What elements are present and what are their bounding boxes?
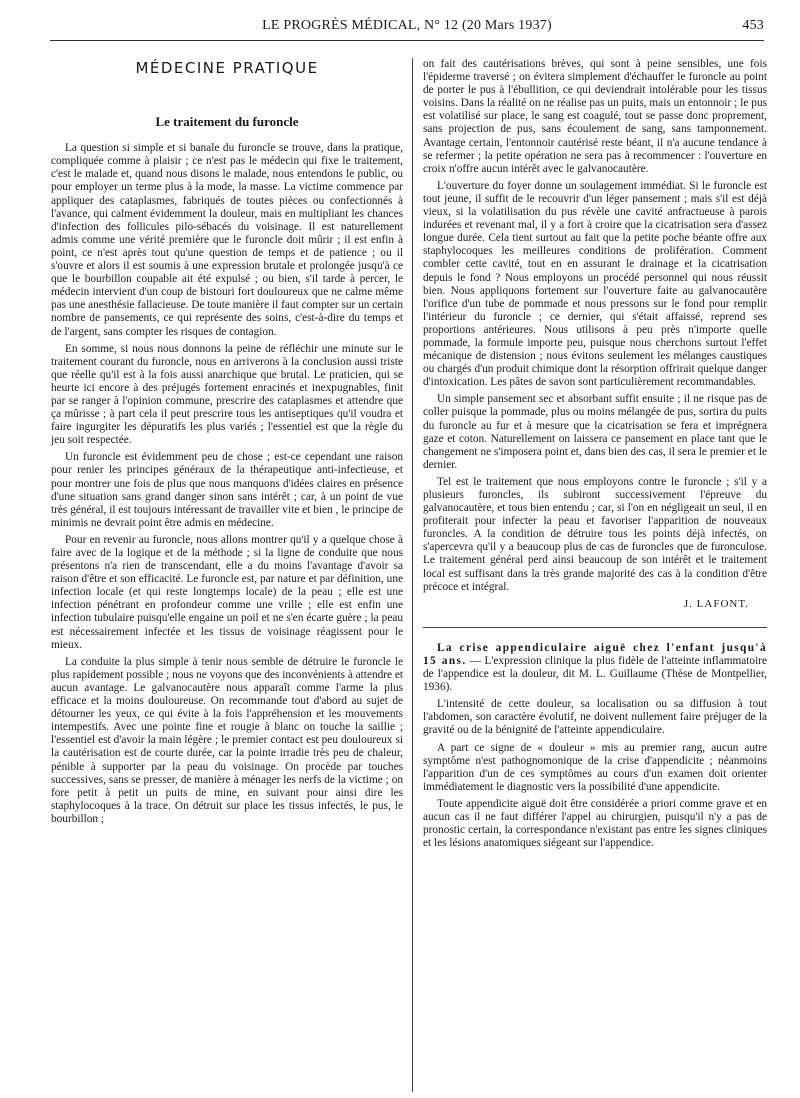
paragraph: Un furoncle est évidemment peu de chose ; est-ce cependant une raison pour renier les principes généraux de la thérapeutique anti-infectieuse, et pour montrer une fois de plus que nous manquons d'idées claires en présence d'une situation sans grand danger sinon sans intérêt ; car, à un point de vue très général, il est toujours intéressant de travailler vite et bien , le principe de minimis ne devrait point être admis en médecine. (51, 451, 403, 529)
page-number: 453 (742, 18, 764, 33)
paragraph (423, 642, 767, 694)
paragraph: Toute appendicite aiguë doit être considérée a priori comme grave et en aucun cas il ne faut différer l'appel au chirurgien, puisqu'il n'y a pas de pronostic certain, la correspondance n'existant pas entre les signes cliniques et les lésions anatomiques siégeant sur l'appendice. (423, 797, 767, 850)
paragraph: Tel est le traitement que nous employons contre le furoncle ; s'il y a plusieurs furoncles, ils subiront successivement l'épreuve du galvanocautère, et tous bien entendu ; car, si l'on en négligeait un seul, il en profiterait pour infecter la peau et favoriser l'apparition de nouveaux furoncles. A la condition de détruire tous les points déjà infectés, on s'apercevra qu'il y a beaucoup plus de cas de furoncles que de furonculose. Le traitement général perd ainsi beaucoup de son intérêt et le traitement local est suffisant dans la très grande majorité des cas à la condition d'être précoce et intégral. (423, 475, 767, 593)
journal-title: LE PROGRÈS MÉDICAL, N° 12 (20 Mars 1937) (262, 18, 552, 33)
paragraph: Un simple pansement sec et absorbant suffit ensuite ; il ne risque pas de coller puisque la pommade, plus ou moins mélangée de pus, sortira du puits du furoncle au fur et à mesure que la cicatrisation se fera et imprégnera gaze et coton. Naturellement on laissera ce pansement en place tant que le changement ne s'imposera point et, dans bien des cas, il sera le premier et le dernier. (423, 393, 767, 471)
paragraph: Pour en revenir au furoncle, nous allons montrer qu'il y a quelque chose à faire avec de la logique et de la méthode ; si la ligne de conduite que nous présentons n'a rien de transcendant, elle a du moins l'avantage d'avoir sa raison d'être et son efficacité. Le furoncle est, par nature et par définition, une infection locale (et qui reste longtemps locale) de la peau ; elle est une infection pénétrant en profondeur comme une vrille ; elle est enfin une infection tubulaire puisqu'elle engaine un poil et ne s'en écarte guère ; la peau est nécessairement infectée et les tissus de voisinage réagissent pour le mieux. (51, 533, 403, 651)
article-run-in-title: La crise appendiculaire aiguë chez l'enfant jusqu'à 15 ans. (423, 641, 767, 667)
section-title: MÉDECINE PRATIQUE (135, 59, 319, 77)
paragraph: A part ce signe de « douleur » mis au premier rang, aucun autre symptôme n'est pathognomonique de la crise d'appendicite ; néanmoins l'apparition d'un de ces symptômes au cours d'un examen doit orienter immédiatement le diagnostic vers la possibilité d'une appendicite. (423, 741, 767, 793)
right-column (423, 58, 767, 854)
article-title: Le traitement du furoncle (155, 114, 299, 130)
left-column (51, 58, 403, 830)
article-separator (423, 627, 767, 628)
paragraph: L'ouverture du foyer donne un soulagement immédiat. Si le furoncle est tout jeune, il suffit de le recouvrir d'un léger pansement ; mais s'il est déjà vieux, si la volatilisation du pus révèle une cavité anfractueuse à parois indurées et revenant mal, il y a fort à croire que la cicatrisation sera d'assez longue durée. Cela tient surtout au fait que la petite poche béante offre aux staphylocoques les meilleures conditions de prolifération. Comment combler cette cavité, tout en en assurant le drainage et la cicatrisation depuis le fond ? Nous employons un procédé personnel qui nous réussit bien. Nous appliquons fortement sur l'ouverture faite au galvanocautère l'orifice d'un tube de pommade et nous pressons sur le fond pour remplir l'intérieur du furoncle ; ce dernier, qui s'était affaissé, reprend ses proportions antérieures. Nous utilisons à peu près n'importe quelle pommade, la formule importe peu, puisque nous cherchons surtout l'effet mécanique de distension ; nous évitons seulement les mélanges caustiques ou chargés d'un produit chimique dont la résorption offrirait quelque danger d'intoxication. Les pâtes de savon sont particulièrement recommandables. (423, 179, 767, 389)
column-divider (412, 58, 413, 1092)
paragraph: La conduite la plus simple à tenir nous semble de détruire le furoncle le plus rapidement possible ; nous ne voyons que des inconvénients à attendre et aucun avantage. Le galvanocautère nous apparaît comme l'arme la plus efficace et la moins douloureuse. On recommande tout d'abord au sujet de détourner les yeux, ce qui évite à la fois l'appréhension et les mouvements intempestifs. Avec une pointe fine et rougie à blanc on touche la saillie ; l'essentiel est d'avoir la main légère ; le premier contact est peu douloureux si la cautérisation est de courte durée, car la pointe irradie très peu de chaleur, pénible à supporter par la peau du voisinage. On procède par touches successives, sans se presser, de manière à ménager les nerfs de la victime ; on fore petit à petit un puits de mine, en suivant pour ainsi dire les staphylocoques à la trace. On détruit sur place les tissus infectés, le pus, le bourbillon ; (51, 655, 404, 825)
paragraph: En somme, si nous nous donnons la peine de réfléchir une minute sur le traitement courant du furoncle, nous en arriverons à la conclusion aussi triste que réelle qu'il est à la fois aussi anarchique que brutal. Le praticien, qui se heurte ici encore à des préjugés fortement enracinés et inexpugnables, finit par se ranger à l'opinion commune, prescrire des cataplasmes et attendre que ça mûrisse ; à part cela il peut prescrire tous les antiseptiques qu'il voudra et faire ingurgiter les dépuratifs les plus variés ; l'essentiel est que la règle du jeu soit respectée. (51, 342, 403, 447)
paragraph: on fait des cautérisations brèves, qui sont à peine sensibles, une fois l'épiderme traversé ; on évitera simplement d'échauffer le furoncle au point de porter le pus à l'ébullition, ce qui deviendrait intolérable pour les tissus voisins. Dans la réalité on ne réalise pas un puits, mais un entonnoir ; le pus est volatilisé sur place, le sang est coagulé, tout se passe donc proprement, sans projection de pus, sans écoulement de sang, sans tamponnement. Avantage certain, l'entonnoir cautérisé reste béant, il n'a aucune tendance à se refermer ; la petite opération ne sera pas à recommencer : l'ouverture en croix n'offre aucun intérêt avec le galvanocautère. (423, 58, 767, 175)
paragraph-text: — L'expression clinique la plus fidèle de l'atteinte inflammatoire de l'appendice est la douleur, dit M. L. Guillaume (Thèse de Montpellier, 1936). (423, 654, 767, 694)
paragraph: L'intensité de cette douleur, sa localisation ou sa diffusion à tout l'abdomen, son caractère évolutif, ne doivent nullement faire préjuger de la gravité ou de la bénignité de l'atteinte appendiculaire. (423, 698, 767, 737)
running-header (50, 18, 764, 41)
author-signature: J. LAFONT. (683, 597, 749, 610)
paragraph: La question si simple et si banale du furoncle se trouve, dans la pratique, compliquée comme à plaisir ; ce n'est pas le médecin qui fixe le traitement, c'est le malade et, quand nous disons le malade, nous entendons le public, ou pour employer un terme plus à la mode, la masse. La victime commence par appliquer des cataplasmes, fabriqués de toutes pièces ou confectionnés à l'avance, qui calment évidemment la douleur, mais en multipliant les chances d'infection des follicules pilo-sébacés du voisinage. Il est naturellement admis comme une vérité première que le furoncle doit mûrir ; il est enfin à point, ce n'est après tout qu'une question de temps et de patience ; ou il s'ouvre et alors il est soumis à une expression brutale et prolongée jusqu'à ce que le bourbillon coupable ait été expulsé ; ou bien, s'il tarde à percer, le médecin intervient d'un coup de bistouri fort douloureux que ne calme même pas une anesthésie fallacieuse. De toute manière il faut compter sur un certain nombre de pansements, ce qui représente des soins, c'est-à-dire du temps et de l'argent, sans compter les risques de contagion. (51, 142, 403, 338)
